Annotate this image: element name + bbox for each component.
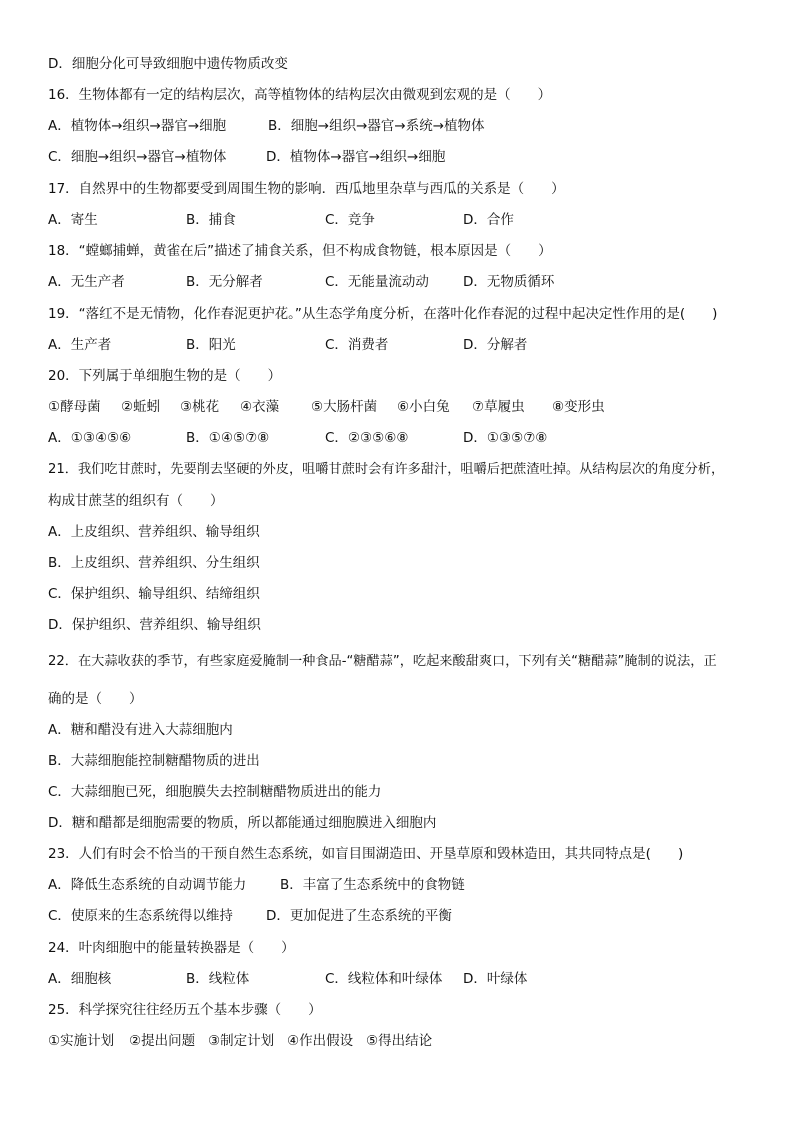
q23-option-c: C．使原来的生态系统得以维持 [48,908,233,924]
q21-stem-line1: 21．我们吃甘蔗时，先要削去坚硬的外皮，咀嚼甘蔗时会有许多甜汁，咀嚼后把蔗渣吐掉。从结构层次的角度分析， [48,462,725,477]
q23-stem: 23．人们有时会不恰当的干预自然生态系统，如盲目围湖造田、开垦草原和毁林造田，其共同特点是( ) [48,846,684,862]
q16-option-a: A．植物体→组织→器官→细胞 [48,118,227,134]
q21-option-c: C．保护组织、输导组织、结缔组织 [48,586,260,602]
q22-option-c: C．大蒜细胞已死，细胞膜失去控制糖醋物质进出的能力 [48,784,382,800]
q21-option-d: D．保护组织、营养组织、输导组织 [48,617,261,633]
q21-stem-line2: 构成甘蔗茎的组织有（ ） [48,493,224,509]
q17-stem: 17．自然界中的生物都要受到周围生物的影响．西瓜地里杂草与西瓜的关系是（ ） [48,181,565,197]
q24-option-a: A．细胞核 [48,971,112,987]
q20-item: ③桃花 [180,399,220,415]
q25-step: ③制定计划 [208,1033,275,1049]
q20-stem: 20．下列属于单细胞生物的是（ ） [48,368,282,384]
q25-step: ⑤得出结论 [366,1033,433,1049]
q16-option-d: D．植物体→器官→组织→细胞 [266,149,446,165]
q20-item: ⑦草履虫 [472,399,525,415]
q15-option-d: D．细胞分化可导致细胞中遗传物质改变 [48,56,288,72]
q18-option-b: B．无分解者 [186,274,263,290]
q17-option-a: A．寄生 [48,212,98,228]
q16-option-c: C．细胞→组织→器官→植物体 [48,149,227,165]
q19-option-a: A．生产者 [48,337,112,353]
q19-option-b: B．阳光 [186,337,236,353]
q17-option-d: D．合作 [463,212,514,228]
q25-step: ④作出假设 [287,1033,354,1049]
q20-item: ⑤大肠杆菌 [311,399,378,415]
q18-option-d: D．无物质循环 [463,274,555,290]
q25-stem: 25．科学探究往往经历五个基本步骤（ ） [48,1002,322,1018]
q20-item: ④衣藻 [240,399,280,415]
q20-option-a: A．①③④⑤⑥ [48,430,132,446]
q16-option-b: B．细胞→组织→器官→系统→植物体 [268,118,485,134]
q17-option-b: B．捕食 [186,212,236,228]
q22-stem-line1: 22．在大蒜收获的季节，有些家庭爱腌制一种食品-“糖醋蒜”，吃起来酸甜爽口，下列有关“糖醋蒜”腌制的说法，正 [48,654,717,669]
q18-option-c: C．无能量流动动 [325,274,429,290]
q18-option-a: A．无生产者 [48,274,125,290]
q22-option-a: A．糖和醋没有进入大蒜细胞内 [48,722,233,738]
q21-option-b: B．上皮组织、营养组织、分生组织 [48,555,260,571]
q23-option-d: D．更加促进了生态系统的平衡 [266,908,452,924]
q22-stem-line2: 确的是（ ） [48,691,143,707]
q24-stem: 24．叶肉细胞中的能量转换器是（ ） [48,940,295,956]
q21-option-a: A．上皮组织、营养组织、输导组织 [48,524,260,540]
q25-step: ②提出问题 [129,1033,196,1049]
q18-stem: 18．“螳螂捕蝉，黄雀在后”描述了捕食关系，但不构成食物链，根本原因是（ ） [48,243,552,259]
q22-option-d: D．糖和醋都是细胞需要的物质，所以都能通过细胞膜进入细胞内 [48,815,437,831]
q23-option-b: B．丰富了生态系统中的食物链 [280,877,465,893]
q24-option-c: C．线粒体和叶绿体 [325,971,443,987]
q20-option-c: C．②③⑤⑥⑧ [325,430,409,446]
q25-step: ①实施计划 [48,1033,115,1049]
q20-item: ⑧变形虫 [552,399,605,415]
q19-option-d: D．分解者 [463,337,528,353]
q24-option-b: B．线粒体 [186,971,250,987]
q20-item: ⑥小白兔 [397,399,450,415]
q20-option-d: D．①③⑤⑦⑧ [463,430,548,446]
q23-option-a: A．降低生态系统的自动调节能力 [48,877,247,893]
q20-option-b: B．①④⑤⑦⑧ [186,430,270,446]
q19-option-c: C．消费者 [325,337,389,353]
q20-item: ②蚯蚓 [121,399,161,415]
q22-option-b: B．大蒜细胞能控制糖醋物质的进出 [48,753,260,769]
q17-option-c: C．竞争 [325,212,375,228]
q16-stem: 16．生物体都有一定的结构层次，高等植物体的结构层次由微观到宏观的是（ ） [48,87,552,103]
q20-item: ①酵母菌 [48,399,101,415]
q19-stem: 19．“落红不是无情物，化作春泥更护花。”从生态学角度分析，在落叶化作春泥的过程中起决定性作用的是( ) [48,306,718,322]
q24-option-d: D．叶绿体 [463,971,528,987]
